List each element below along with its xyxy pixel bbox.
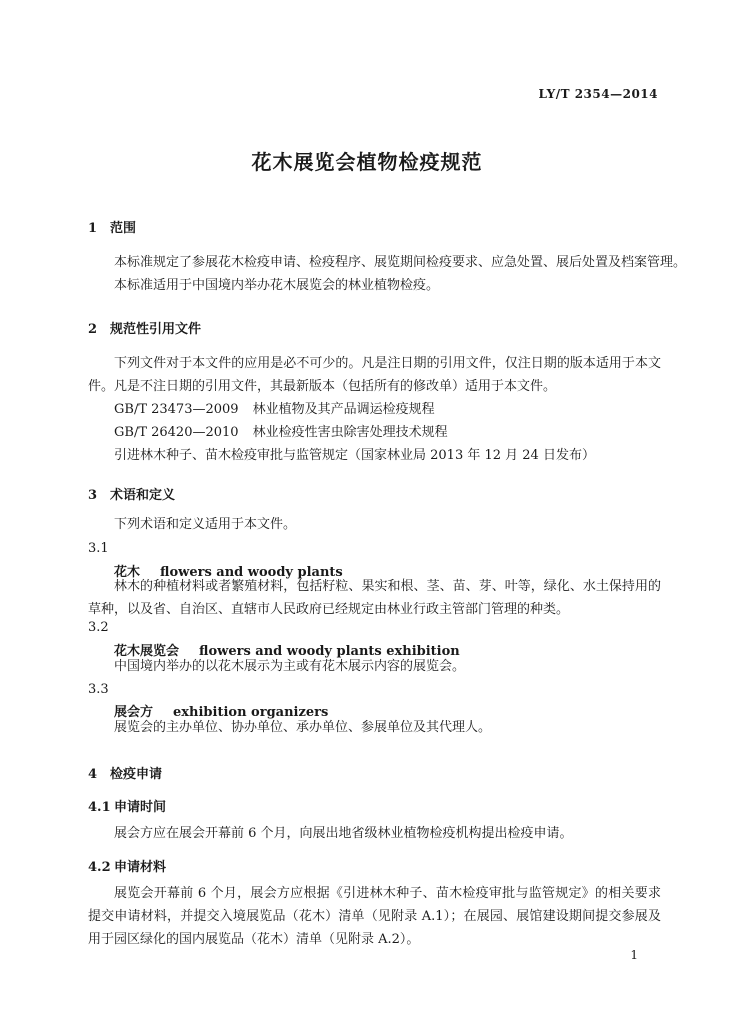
- terms-intro: 下列术语和定义适用于本文件。: [114, 517, 297, 532]
- subsection-number: 4.2: [88, 860, 111, 875]
- reference-title: 林业植物及其产品调运检疫规程: [252, 402, 435, 417]
- term-number: 3.2: [88, 620, 109, 635]
- section-4-heading: [88, 763, 162, 782]
- section-title: 规范性引用文件: [110, 322, 202, 337]
- term-definition: 中国境内举办的以花木展示为主或有花木展示内容的展览会。: [114, 659, 466, 674]
- subsection-4-2-text: 展览会开幕前 6 个月，展会方应根据《引进林木种子、苗木检疫审批与监管规定》的相关要求提交申请材料，并提交入境展览品（花木）清单（见附录 A.1）；在展园、展馆建设期间提交参展及用于园区绿化的国内展览品（花木）清单（见附录 A.2）。: [88, 886, 661, 947]
- term-number: 3.1: [88, 541, 109, 556]
- reference-item: [114, 398, 435, 421]
- term-en: exhibition organizers: [173, 705, 329, 720]
- subsection-title: 申请材料: [114, 860, 167, 875]
- term-definition: 展览会的主办单位、协办单位、承办单位、参展单位及其代理人。: [114, 720, 492, 735]
- subsection-title: 申请时间: [114, 800, 167, 815]
- subsection-4-1-heading: [88, 796, 166, 815]
- section-number: 2: [88, 322, 98, 337]
- reference-item: [114, 421, 448, 444]
- term-zh: 展会方: [114, 705, 154, 720]
- scope-paragraph-2: 本标准适用于中国境内举办花木展览会的林业植物检疫。: [114, 278, 440, 293]
- term-en: flowers and woody plants: [160, 565, 343, 580]
- document-number: LY/T 2354—2014: [538, 87, 658, 101]
- section-number: 4: [88, 767, 98, 782]
- section-title: 术语和定义: [110, 488, 176, 503]
- reference-code: GB/T 26420—2010: [114, 425, 239, 440]
- subsection-number: 4.1: [88, 800, 111, 815]
- section-title: 检疫申请: [110, 767, 163, 782]
- reference-title: 林业检疫性害虫除害处理技术规程: [252, 425, 448, 440]
- page-number: 1: [630, 948, 638, 962]
- term-number: 3.3: [88, 682, 109, 697]
- section-title: 范围: [110, 221, 137, 236]
- reference-code: GB/T 23473—2009: [114, 402, 239, 417]
- subsection-4-2-heading: [88, 856, 166, 875]
- section-number: 3: [88, 488, 98, 503]
- references-intro: 下列文件对于本文件的应用是必不可少的。凡是注日期的引用文件，仅注日期的版本适用于本文件。凡是不注日期的引用文件，其最新版本（包括所有的修改单）适用于本文件。: [88, 356, 661, 394]
- term-definition: 林木的种植材料或者繁殖材料，包括籽粒、果实和根、茎、苗、芽、叶等，绿化、水土保持用的草种，以及省、自治区、直辖市人民政府已经规定由林业行政主管部门管理的种类。: [88, 579, 661, 617]
- section-number: 1: [88, 221, 98, 236]
- section-3-heading: [88, 484, 175, 503]
- subsection-4-1-text: 展会方应在展会开幕前 6 个月，向展出地省级林业植物检疫机构提出检疫申请。: [114, 826, 573, 841]
- document-title: 花木展览会植物检疫规范: [251, 150, 483, 174]
- scope-paragraph-1: 本标准规定了参展花木检疫申请、检疫程序、展览期间检疫要求、应急处置、展后处置及档案管理。: [114, 255, 687, 270]
- term-zh: 花木: [114, 565, 141, 580]
- section-2-heading: [88, 318, 201, 337]
- section-1-heading: [88, 217, 136, 236]
- term-en: flowers and woody plants exhibition: [199, 644, 460, 659]
- term-zh: 花木展览会: [114, 644, 180, 659]
- reference-extra: 引进林木种子、苗木检疫审批与监管规定（国家林业局 2013 年 12 月 24 日发布）: [114, 448, 595, 463]
